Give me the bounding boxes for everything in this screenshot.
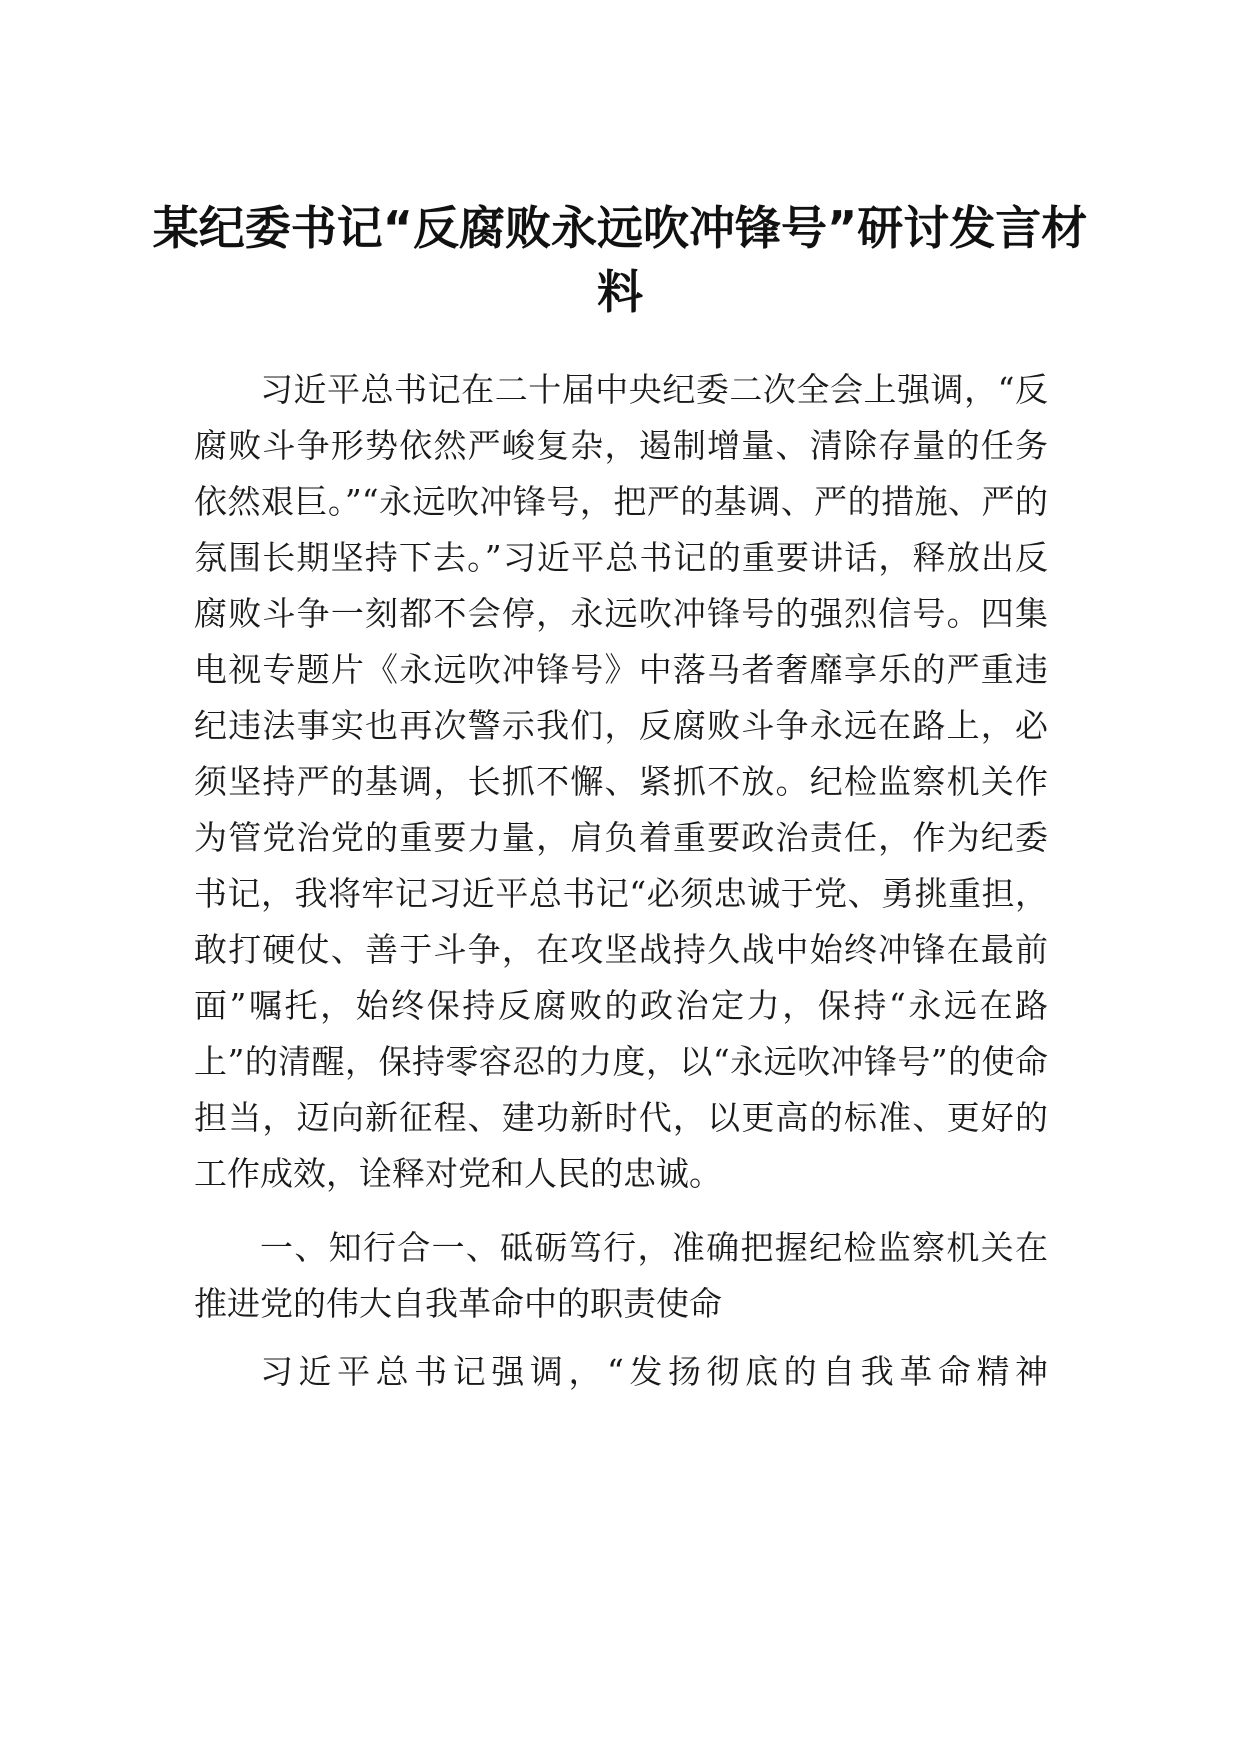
- section-heading-one: 一、知行合一、砥砺笃行，准确把握纪检监察机关在推进党的伟大自我革命中的职责使命: [194, 1228, 1048, 1323]
- document-title: 某纪委书记“反腐败永远吹冲锋号”研讨发言材料: [152, 201, 1088, 319]
- body-paragraph-section-one-start: 习近平总书记强调，“发扬彻底的自我革命精神: [260, 1352, 1048, 1391]
- body-paragraph-intro: 习近平总书记在二十届中央纪委二次全会上强调，“反腐败斗争形势依然严峻复杂，遏制增量、清除存量的任务依然艰巨。”“永远吹冲锋号，把严的基调、严的措施、严的氛围长期坚持下去。”习近平总书记的重要讲话，释放出反腐败斗争一刻都不会停，永远吹冲锋号的强烈信号。四集电视专题片《永远吹冲锋号》中落马者奢靡享乐的严重违纪违法事实也再次警示我们，反腐败斗争永远在路上，必须坚持严的基调，长抓不懈、紧抓不放。纪检监察机关作为管党治党的重要力量，肩负着重要政治责任，作为纪委书记，我将牢记习近平总书记“必须忠诚于党、勇挑重担，敢打硬仗、善于斗争，在攻坚战持久战中始终冲锋在最前面”嘱托，始终保持反腐败的政治定力，保持“永远在路上”的清醒，保持零容忍的力度，以“永远吹冲锋号”的使命担当，迈向新征程、建功新时代，以更高的标准、更好的工作成效，诠释对党和人民的忠诚。: [194, 370, 1048, 1193]
- document-body: [194, 362, 1048, 1400]
